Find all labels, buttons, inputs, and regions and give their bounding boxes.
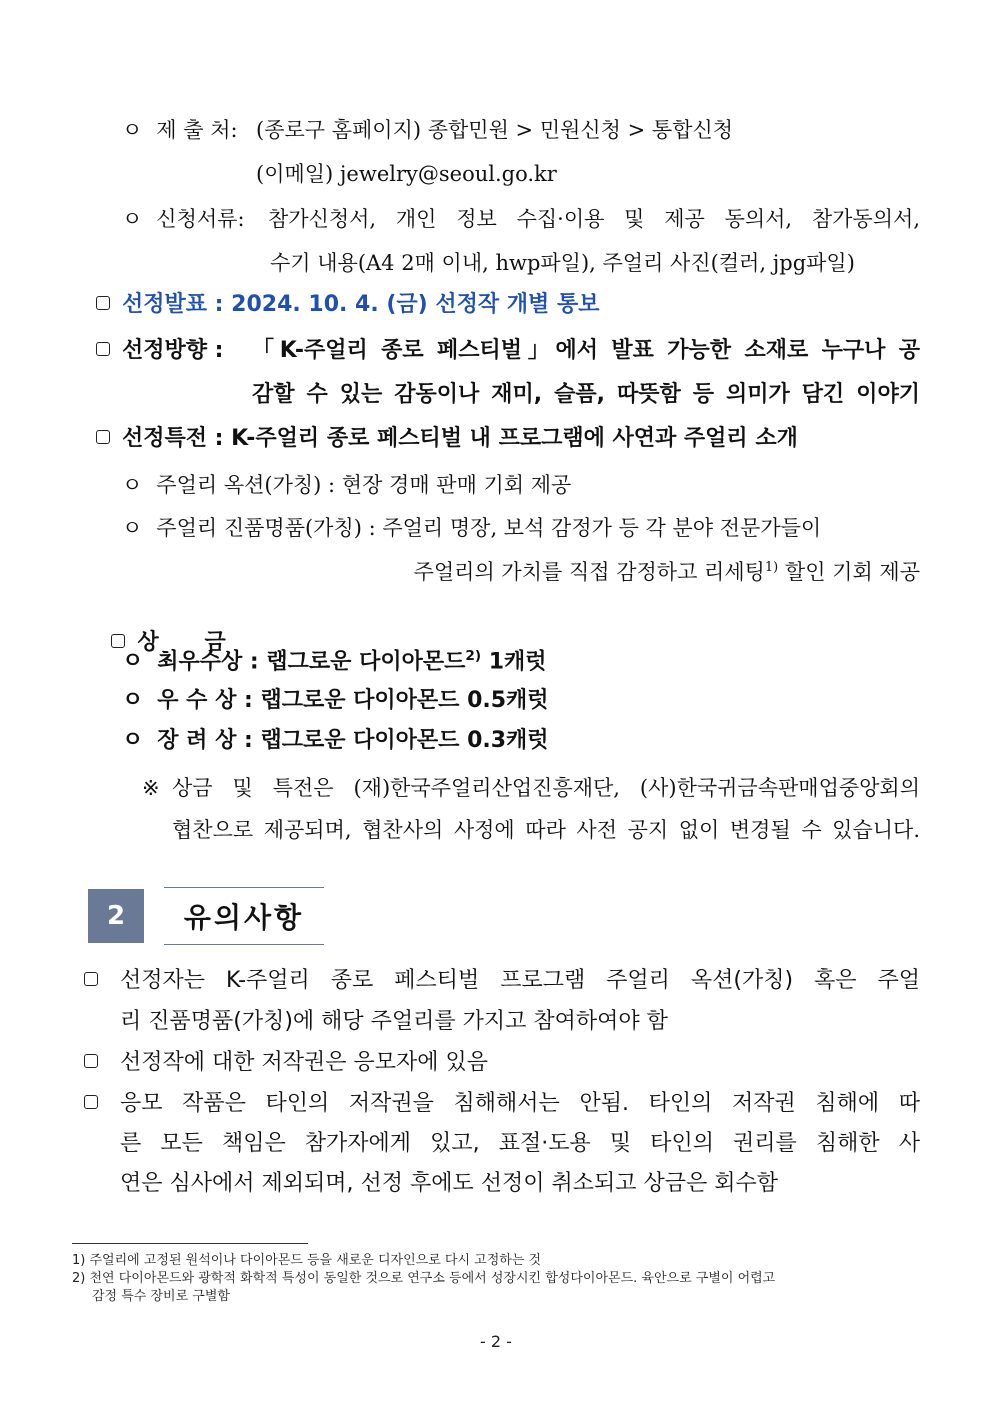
benefit-item-appraisal xyxy=(122,516,920,541)
notice-item-3-marker xyxy=(84,1091,110,1117)
prize-note-mark: ※ xyxy=(142,776,160,800)
bullet-circle: ㅇ xyxy=(122,118,143,142)
checkbox-square-icon xyxy=(84,972,98,986)
prize-note-line2: 협찬으로 제공되며, 협찬사의 사정에 따라 사전 공지 없이 변경될 수 있습니다. xyxy=(172,818,920,842)
prize-item-second xyxy=(122,688,549,714)
direction-line2: 감할 수 있는 감동이나 재미, 슬픔, 따뜻함 등 의미가 담긴 이야기 xyxy=(252,382,920,407)
footnote-2-cont: 감정 특수 장비로 구별함 xyxy=(92,1289,230,1304)
docs-line1: 참가신청서, 개인 정보 수집·이용 및 제공 동의서, 참가동의서, xyxy=(268,207,920,231)
checkbox-square-icon xyxy=(84,1095,98,1109)
notice-item-1-line2: 리 진품명품(가칭)에 해당 주얼리를 가지고 참여하여야 함 xyxy=(120,1009,668,1034)
bullet-circle: ㅇ xyxy=(122,649,144,675)
benefit-item-text: 주얼리 진품명품(가칭) : 주얼리 명장, 보석 감정가 등 각 분야 전문가들이 xyxy=(156,516,822,540)
submit-row xyxy=(122,118,238,143)
notice-item-1-line1: 선정자는 K-주얼리 종로 페스티벌 프로그램 주얼리 옥션(가칭) 혹은 주얼 xyxy=(120,968,920,993)
prize-name: 최우수상 : xyxy=(157,649,259,675)
prize-label: 상 금 xyxy=(137,630,226,656)
footnote-text: 천연 다이아몬드와 광학적 화학적 특성이 동일한 것으로 연구소 등에서 성장시킨 합성다이아몬드. 육안으로 구별이 어렵고 xyxy=(89,1271,776,1286)
notice-item-3-line3: 연은 심사에서 제외되며, 선정 후에도 선정이 취소되고 상금은 회수함 xyxy=(120,1171,778,1196)
benefit-item-text: 할인 기회 제공 xyxy=(778,560,920,584)
checkbox-square-icon xyxy=(111,634,125,648)
benefit-label: 선정특전 : xyxy=(122,426,224,451)
prize-name: 우 수 상 : xyxy=(157,688,253,713)
bullet-circle: ㅇ xyxy=(122,473,143,497)
checkbox-square-icon xyxy=(96,430,110,444)
footnote-2 xyxy=(72,1271,922,1288)
prize-amount: 1캐럿 xyxy=(481,649,547,675)
footnote-1 xyxy=(72,1253,541,1270)
checkbox-square-icon xyxy=(96,342,110,356)
benefit-text: K-주얼리 종로 페스티벌 내 프로그램에 사연과 주얼리 소개 xyxy=(231,426,798,451)
docs-row xyxy=(122,207,245,232)
benefit-item-appraisal-cont xyxy=(0,560,920,585)
prize-text: 랩그로운 다이아몬드 0.3캐럿 xyxy=(260,728,549,753)
announce-label: 선정발표 : xyxy=(122,292,224,317)
section-title: 유의사항 xyxy=(164,887,324,945)
checkbox-square-icon xyxy=(84,1054,98,1068)
prize-item-first xyxy=(122,648,547,676)
bullet-circle: ㅇ xyxy=(122,516,143,540)
benefit-row xyxy=(96,426,798,452)
prize-note-line1: 상금 및 특전은 (재)한국주얼리산업진흥재단, (사)한국귀금속판매업중앙회의 xyxy=(172,776,920,800)
direction-line1: 「K-주얼리 종로 페스티벌」에서 발표 가능한 소재로 누구나 공 xyxy=(252,338,920,363)
benefit-item-text: 주얼리 옥션(가칭) : 현장 경매 판매 기회 제공 xyxy=(156,473,572,497)
prize-item-third xyxy=(122,728,549,754)
direction-label: 선정방향 : xyxy=(122,338,224,363)
footnote-mark: 2) xyxy=(72,1271,86,1286)
section-number: 2 xyxy=(88,889,144,943)
prize-name: 장 려 상 : xyxy=(157,728,253,753)
announce-row xyxy=(96,292,599,318)
notice-item-1-marker xyxy=(84,968,110,994)
submit-web: (종로구 홈페이지) 종합민원 > 민원신청 > 통합신청 xyxy=(256,118,734,142)
footnote-divider xyxy=(72,1243,308,1244)
notice-item-3-line2: 른 모든 책임은 참가자에게 있고, 표절·도용 및 타인의 권리를 침해한 사 xyxy=(120,1131,920,1156)
bullet-circle: ㅇ xyxy=(122,207,143,231)
notice-item-2-marker xyxy=(84,1050,110,1076)
page-number: - 2 - xyxy=(480,1332,512,1351)
footnote-text: 주얼리에 고정된 원석이나 다이아몬드 등을 새로운 디자인으로 다시 고정하는 것 xyxy=(89,1253,542,1268)
benefit-item-text: 주얼리의 가치를 직접 감정하고 리세팅 xyxy=(413,560,765,584)
prize-text: 랩그로운 다이아몬드 xyxy=(266,649,466,675)
bullet-circle: ㅇ xyxy=(122,688,144,713)
submit-label: 제 출 처: xyxy=(156,118,238,142)
submit-email: (이메일) jewelry@seoul.go.kr xyxy=(256,162,557,186)
prize-text: 랩그로운 다이아몬드 0.5캐럿 xyxy=(260,688,549,713)
footnote-ref: 1) xyxy=(764,560,779,575)
bullet-circle: ㅇ xyxy=(122,728,144,753)
checkbox-square-icon xyxy=(96,296,110,310)
benefit-item-auction xyxy=(122,473,571,498)
announce-text: 2024. 10. 4. (금) 선정작 개별 통보 xyxy=(231,292,600,317)
footnote-mark: 1) xyxy=(72,1253,86,1268)
notice-item-3-line1: 응모 작품은 타인의 저작권을 침해해서는 안됨. 타인의 저작권 침해에 따 xyxy=(120,1091,920,1116)
footnote-ref: 2) xyxy=(465,648,482,664)
notice-item-2-line1: 선정작에 대한 저작권은 응모자에 있음 xyxy=(120,1050,489,1075)
direction-row xyxy=(96,338,223,364)
docs-line2: 수기 내용(A4 2매 이내, hwp파일), 주얼리 사진(컬러, jpg파일) xyxy=(270,251,855,275)
docs-label: 신청서류: xyxy=(156,207,245,231)
